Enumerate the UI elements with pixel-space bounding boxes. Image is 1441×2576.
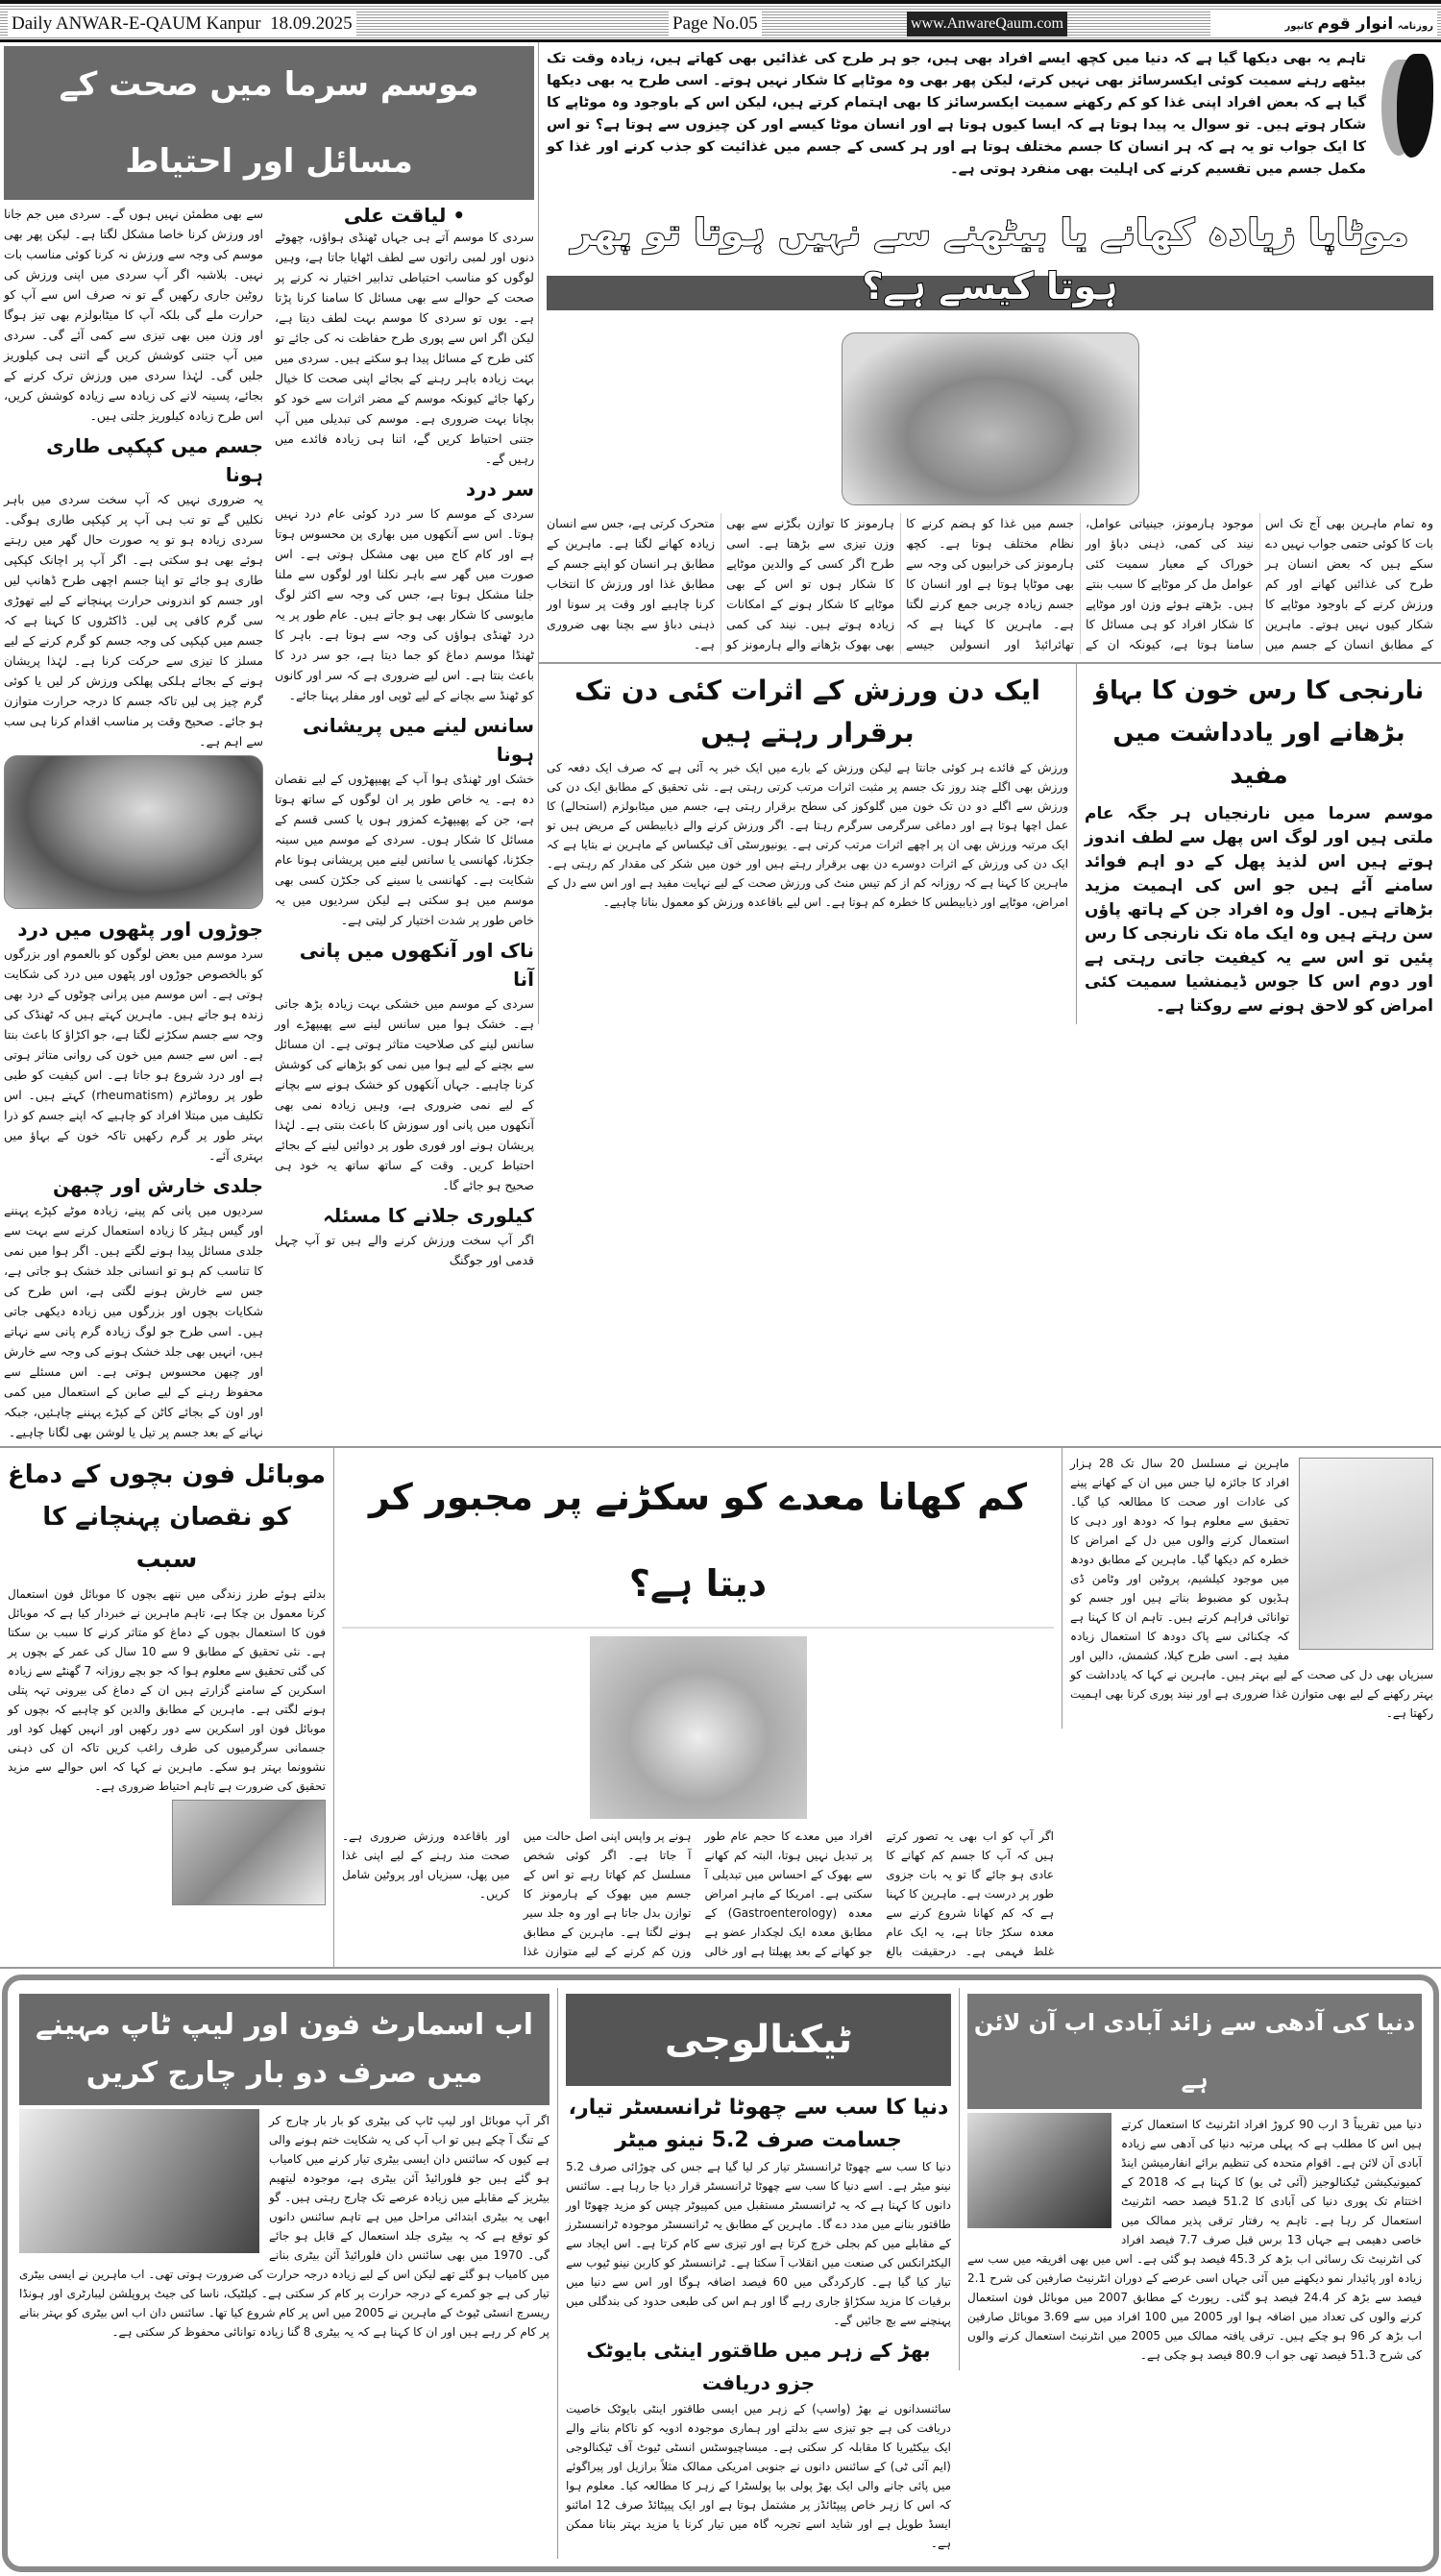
middle-row: [0, 1448, 1441, 1969]
obesity-headline: موٹاپا زیادہ کھانے یا بیٹھنے سے نہیں ہوتا تو پھر ہوتا کیسے ہے؟: [547, 192, 1433, 327]
masthead-city: کانپور: [1284, 21, 1313, 32]
milk-body: ماہرین نے مسلسل 20 سال تک 28 ہزار افراد کا جائزہ لیا جس میں ان کے کھانے پینے کی عادات اور صحت کا مطالعہ کیا گیا۔ تحقیق سے معلوم ہوا کہ دودھ اور دہی کا استعمال کرنے والوں میں دل کے امراض کا خطرہ کم دیکھا گیا۔ ماہرین کے مطابق دودھ میں موجود کیلشیم، پروٹین اور وٹامن ڈی ہڈیوں کو مضبوط بناتے ہیں اور جسم کو توانائی فراہم کرتے ہیں۔ تاہم ان کا کہنا ہے کہ چکنائی سے پاک دودھ کا استعمال زیادہ مفید ہے۔ اسی طرح کیلا، کشمش، دالیں اور سبزیاں بھی دل کی صحت کے لیے بہتر ہیں۔ ماہرین نے کہا کہ یادداشت کو بہتر رکھنے کے لیے بھی متوازن غذا ضروری ہے اور نیند پوری کرنا بھی اہمیت رکھتا ہے۔: [1070, 1457, 1433, 1720]
runny-nose-text: سردی کے موسم میں خشکی بہت زیادہ بڑھ جاتی ہے۔ خشک ہوا میں سانس لینے سے پھیپھڑے اور سانس لینے کی صلاحیت متاثر ہوتی ہے۔ ان مسائل سے بچنے کے لیے ہوا میں نمی کو بڑھانے کی کوشش کرنا چاہیے۔ جہاں آنکھوں کو خشک ہونے سے بچانے کے لیے نمی ضروری ہے، وہیں زیادہ نمی بھی آنکھوں میں پانی اور سوزش کا باعث بنتی ہے۔ لہٰذا پریشان ہونے اور فوری طور پر دوائیں لینے کے بجائے احتیاط کریں۔ وقت کے ساتھ ساتھ یہ خود ہی صحیح ہو جائے گا۔: [275, 996, 534, 1192]
joint-pain-text: سرد موسم میں بعض لوگوں کو بالعموم اور بزرگوں کو بالخصوص جوڑوں اور پٹھوں میں درد کی شکایت ہوتی ہے۔ اس موسم میں پرانی چوٹوں کے درد بھی زندہ ہو جاتے ہیں۔ ماہرین کہتے ہیں کہ ٹھنڈک کی وجہ سے جسم سکڑنے لگتا ہے، جو اکڑاؤ کا باعث بنتا ہے۔ اس سے جسم میں خون کی روانی متاثر ہوتی ہے اور درد شروع ہو جاتا ہے۔ اس کیفیت کو طبی طور پر روماٹزم (rheumatism) کہتے ہیں۔ اس تکلیف میں مبتلا افراد کو چاہیے کہ اپنے جسم کو ذرا بہتر طور پر گرم رکھیں تاکہ خون کے بہاؤ میں بہتری آئے۔: [4, 946, 263, 1163]
obesity-section: [538, 42, 1441, 1024]
subhead-shivering: جسم میں کپکپی طاری ہونا: [46, 434, 263, 486]
milk-glass-photo: [1299, 1458, 1433, 1650]
children-phone-photo: [172, 1800, 326, 1905]
exercise-body: ورزش کے فائدے ہر کوئی جانتا ہے لیکن ورزش کے بارے میں ایک خبر یہ آئی ہے کہ صرف ایک دفعہ کی ورزش بھی اگلے چند روز تک جسم پر مثبت اثرات مرتب کرتی رہتی ہے۔ نئی تحقیق کے مطابق ایک دن کی ورزش سے اگلے دو دن تک خون میں گلوکوز کی سطح برقرار رہتی ہے، جسم میں میٹابولزم (استحالے) کا عمل اچھا ہوتا ہے اور دماغی سرگرمی سرگرم رہتا ہے۔ اگر ورزش کرنے والے ذیابیطس کے مریض ہیں تو ایک مرتبہ ورزش بھی ان پر اچھے اثرات مرتب کرتی ہے۔ یونیورسٹی آف ٹیکساس کے ماہرین نے بتایا ہے کہ ایک دن کی ورزش کے اثرات دوسرے دن بھی برقرار رہتے ہیں اور خون میں شکر کی مقدار کم رہتی ہے۔ ماہرین کا کہنا ہے کہ روزانہ کم از کم تیس منٹ کی ورزش صحت کے لیے نہایت مفید ہے اور اس سے دل کے امراض، موٹاپے اور ذیابیطس کا خطرہ کم ہوتا ہے۔ اس لیے باقاعدہ ورزش کو معمول بنانا چاہیے۔: [547, 761, 1068, 909]
winter-section: [0, 42, 538, 1446]
transistor-headline: دنیا کا سب سے چھوٹا ٹرانسسٹر تیار، جسامت صرف 5.2 نینو میٹر: [568, 2096, 949, 2152]
obesity-body: وہ تمام ماہرین بھی آج تک اس بات کا کوئی حتمی جواب نہیں دے سکے ہیں کہ بعض انسان ہر طرح کی غذائیں کھانے اور کم ورزش کرنے کے باوجود موٹاپے کا شکار کیوں نہیں ہوتے۔ ماہرین کے مطابق انسان کے جسم میں موجود ہارمونز، جینیاتی عوامل، نیند کی کمی، ذہنی دباؤ اور خوراک کے معیار سمیت کئی عوامل مل کر موٹاپے کا سبب بنتے ہیں۔ بڑھتے ہوئے وزن اور موٹاپے کا شکار افراد کو ہی مسائل کا سامنا ہوتا ہے، کیونکہ ان کے جسم میں غذا کو ہضم کرنے کا نظام مختلف ہوتا ہے۔ کچھ ہارمونز کی خرابیوں کی وجہ سے بھی موٹاپا ہوتا ہے اور انسان کا جسم زیادہ چربی جمع کرنے لگتا ہے۔ ماہرین کا کہنا ہے کہ تھائرائیڈ اور انسولین جیسے ہارمونز کا توازن بگڑنے سے بھی وزن تیزی سے بڑھتا ہے۔ اسی طرح اگر کسی کے والدین موٹاپے کا شکار ہوں تو اس کے بھی موٹاپے کا شکار ہونے کے امکانات زیادہ ہوتے ہیں۔ نیند کی کمی بھی بھوک بڑھانے والے ہارمونز کو متحرک کرتی ہے، جس سے انسان زیادہ کھانے لگتا ہے۔ ماہرین کے مطابق ہر انسان کو اپنے جسم کے مطابق غذا اور ورزش کا انتخاب کرنا چاہیے اور وقت پر سونا اور ذہنی دباؤ سے بچنا بھی ضروری ہے۔: [547, 516, 1433, 651]
masthead-prefix: روزنامہ: [1397, 21, 1433, 32]
technology-section-frame: [2, 1975, 1439, 2572]
author-byline: • لیاقت علی: [343, 204, 466, 227]
exercise-headline: ایک دن ورزش کے اثرات کئی دن تک برقرار رہتے ہیں: [574, 675, 1040, 748]
waist-measuring-photo: [842, 332, 1139, 505]
issue-date: 18.09.2025: [270, 13, 353, 34]
subhead-skin-itching: جلدی خارش اور چبھن: [53, 1174, 263, 1197]
page-number: Page No.05: [669, 12, 762, 37]
milk-article: [1062, 1448, 1441, 1729]
winter-exercise-para: سے بھی مطمئن نہیں ہوں گے۔ سردی میں جم جانا اور ورزش کرنا خاصا مشکل لگتا ہے۔ لیکن پھر بھی موسم کی وجہ سے ورزش نہ کرنا کوئی مناسب بات نہیں۔ بلاشبہ اگر آپ سردی میں اپنی ورزش کی روٹین جاری رکھیں گے تو نہ صرف اس سے آپ کو حرارت ملے گی بلکہ آپ کا میٹابولزم بھی تیز ہوگا اور وزن میں بھی تیزی سے کمی آئے گی۔ سردی میں آپ جتنی کوشش کریں گے اتنی ہی کیلوریز جلیں گی۔ لہٰذا سردی میں ورزش ترک کرنے کے بجائے، پسینہ لانے کی زیادہ سے زیادہ کوشش کریں، اس طرح زیادہ کیلوریز جلتی ہیں۔: [4, 207, 263, 423]
obesity-intro: تاہم یہ بھی دیکھا گیا ہے کہ دنیا میں کچھ ایسے افراد بھی ہیں، جو ہر طرح کی غذائیں بھی کھاتے ہیں، زیادہ وقت تک بیٹھے رہنے سمیت کوئی ایکسرسائز بھی نہیں کرتے، لیکن پھر بھی وہ موٹاپے کا شکار نہیں ہوتے۔ اسی طرح یہ بھی دیکھا گیا ہے کہ بعض افراد اپنی غذا کو کم رکھنے سمیت ایکسرسائز کا بھی اہتمام کرتے ہیں، لیکن اس کے باوجود وہ موٹاپے کا شکار ہوتے ہیں۔ تو سوال یہ پیدا ہوتا ہے کہ ایسا کیوں ہوتا ہے اور انسان موٹا کیسے اور کن چیزوں سے ہوتا ہے؟ تو اس کا ایک جواب تو یہ ہے کہ ہر انسان کا جسم مختلف ہوتا ہے اور ہر کسی کے جسم میں غذائیت کو جذب کرنے اور غذا کو مکمل جسم میں تقسیم کرنے کی اہلیت بھی منفرد ہوتی ہے۔: [547, 51, 1366, 177]
wasp-headline: بھڑ کے زہر میں طاقتور اینٹی بایوٹک جزو دریافت: [586, 2339, 931, 2394]
charging-body: اگر آپ موبائل اور لیپ ٹاپ کی بیٹری کو بار بار چارج کر کے تنگ آ چکے ہیں تو اب آپ کی یہ شکایت ختم ہونے والی ہے کیوں کہ سائنس دان ایسی بیٹری تیار کرنے میں کامیاب ہو گئے ہیں جو فلورائیڈ آئن بیٹری ہے، موجودہ لیتھیم بیٹریز کے مقابلے میں زیادہ عرصے تک چارج رہتی ہیں۔ گو ابھی یہ بیٹری ابتدائی مراحل میں ہے تاہم سائنس دانوں کو توقع ہے کہ یہ بیٹری جلد استعمال کے قابل ہو جائے گی۔ 1970 میں بھی سائنس دان فلورائیڈ آئن بیٹری بنانے میں کامیاب ہو گئے تھے لیکن اس کے لیے زیادہ درجہ حرارت کی ضرورت ہوتی تھی۔ اب ماہرین نے ایسی بیٹری تیار کی ہے جو کمرے کے درجہ حرارت پر کام کر سکتی ہے۔ کیلٹیک، ناسا کی جیٹ پروپلشن لیبارٹری اور ہونڈا ریسرچ انسٹی ٹیوٹ کے ماہرین نے 2005 میں اس پر کام شروع کیا تھا۔ سائنس دان اب اس بیٹری کو بہتر بنانے پر کام کر رہے ہیں اور ان کا کہنا ہے کہ یہ بیٹری 8 گنا زیادہ توانائی محفوظ کر سکتی ہے۔: [19, 2114, 550, 2339]
laptop-photo: [967, 2113, 1111, 2228]
winter-intro: سردی کا موسم آتے ہی جہاں ٹھنڈی ہواؤں، چھوٹے دنوں اور لمبی راتوں سے لطف اٹھایا جاتا ہے، وہیں لوگوں کو مناسب احتیاطی تدابیر اختیار نہ کرنے پر صحت کے حوالے سے بھی مسائل کا سامنا کرنا پڑتا ہے۔ یوں تو سردی کا موسم بہت لطف دیتا ہے، لیکن اگر اس سے پوری طرح حفاظت نہ کی جائے تو کئی طرح کے مسائل پیدا ہو سکتے ہیں۔ سردی میں بہت زیادہ باہر رہنے کے بجائے اپنی صحت کا خیال رکھا جائے کیونکہ موسم کے مضر اثرات سے خود کو بچانا بہت ضروری ہے۔ موسم کی تبدیلی میں آپ جتنی احتیاط کریں گے، اتنا ہی زیادہ فائدے میں رہیں گے۔: [275, 230, 534, 466]
obesity-intro-block: [539, 42, 1441, 186]
sneezing-man-photo: [4, 755, 263, 909]
subhead-runny-nose: ناک اور آنکھوں میں پانی آنا: [299, 939, 534, 991]
mobile-article: [0, 1448, 333, 1915]
quote-mark-icon: [1376, 48, 1433, 163]
shivering-text: یہ ضروری نہیں کہ آپ سخت سردی میں باہر نکلیں گے تو تب ہی آپ پر کپکپی طاری ہوگی۔ سردی زیادہ ہو تو یہ صورت حال گھر میں رہتے ہوئے بھی ہو سکتی ہے۔ اگر آپ پر اچانک کپکپی طاری ہو جائے تو اپنا جسم اچھی طرح ڈھانپ لیں اور جسم کو اندرونی حرارت پہنچانے کے لیے تھوڑی سی گرم کافی پی لیں۔ ڈاکٹروں کا کہنا ہے کہ جسم میں کپکپی کی وجہ جسم کو گرم کرنے کے لیے مسلز کا تیزی سے حرکت کرنا ہے۔ لہٰذا پریشان ہونے کے بجائے ہلکی پھلکی ورزش کر لیں یا کوئی گرم چیز پی لیں تاکہ جسم کا درجہ حرارت متوازن ہو جائے۔ صحیح وقت پر مناسب اقدام کرنا ہی سب سے اہم ہے۔: [4, 492, 263, 748]
stomach-headline: کم کھانا معدے کو سکڑنے پر مجبور کر دیتا ہے؟: [342, 1454, 1054, 1629]
subhead-headache: سر درد: [465, 478, 534, 501]
edition-label: [8, 12, 356, 37]
orange-article: [1076, 664, 1441, 1024]
orange-body: موسم سرما میں نارنجیاں ہر جگہ عام ملتی ہیں اور لوگ اس پھل سے لطف اندوز ہوتے ہیں اس لذیذ پھل کے دو اہم فوائد سامنے آئے ہیں جو اس کی اہمیت مزید بڑھاتے ہیں۔ اول وہ افراد جن کے ہاتھ پاؤں سن رہتے ہیں وہ ایک ماہ تک نارنجی کا رس پئیں تو اس سے یہ کیفیت جاتی رہتی ہے اور دوم اس کا جوس ڈیمنشیا سمیت کئی امراض کو لاحق ہونے سے روکتا ہے۔: [1085, 804, 1433, 1016]
masthead: [1210, 12, 1437, 37]
orange-headline: نارنجی کا رس خون کا بہاؤ بڑھانے اور یادداشت میں مفید: [1093, 676, 1425, 790]
phone-charging-photo: [19, 2109, 259, 2253]
internet-body: دنیا میں تقریباً 3 ارب 90 کروڑ افراد انٹرنیٹ کا استعمال کرتے ہیں اس کا مطلب ہے کہ پہلی مرتبہ دنیا کی آدھی سے زیادہ آبادی آن لائن ہے۔ اقوام متحدہ کی تنظیم برائے انفارمیشن اینڈ کمیونیکیشن ٹیکنالوجیز (آئی ٹی یو) کا کہنا ہے کہ 2018 کے اختتام تک پوری دنیا کی آبادی کا 51.2 فیصد حصہ انٹرنیٹ استعمال کر رہا ہے۔ تاہم یہ رفتار ترقی پذیر ممالک میں خاصی دھیمی ہے جہاں 13 برس قبل صرف 7.7 فیصد افراد کی انٹرنیٹ تک رسائی اب بڑھ کر 45.3 فیصد ہو گئی ہے۔ اس میں بھی افریقہ میں سب سے زیادہ اور پائیدار نمو دیکھنے میں آئی جہاں اسی عرصے کے دوران انٹرنیٹ صارفین کی شرح 2.1 فیصد سے بڑھ کر 24.4 فیصد ہو گئی۔ رپورٹ کے مطابق 2007 میں موبائل فون استعمال کرنے والوں کی تعداد میں اضافہ ہوا اور 2005 میں 100 افراد میں سے 3.69 موبائل صارفین اب بڑھ کر 96 ہو چکے ہیں۔ ترقی یافتہ ممالک میں 2005 میں انٹرنیٹ استعمال کرنے والوں کی شرح 51.3 فیصد تھی جو اب 80.9 فیصد ہو چکی ہے۔: [967, 2118, 1423, 2362]
winter-columns: [4, 200, 534, 1442]
top-row: [0, 42, 1441, 1448]
stomach-article: [333, 1448, 1062, 1967]
calories-text: اگر آپ سخت ورزش کرنے والے ہیں تو آپ چہل قدمی اور جوگنگ: [275, 1233, 534, 1267]
internet-article: [959, 1988, 1429, 2370]
mobile-body: بدلتے ہوئے طرز زندگی میں ننھے بچوں کا موبائل فون استعمال کرنا معمول بن چکا ہے، تاہم ماہرین نے خبردار کیا ہے کہ موبائل فون کا استعمال بچوں کے دماغ کو متاثر کرنے کا سبب بن سکتا ہے۔ نئی تحقیق کے مطابق 9 سے 10 سال کی عمر کے بچوں پر کی گئی تحقیق سے معلوم ہوا کہ جو بچے روزانہ 7 گھنٹے سے زیادہ اسکرین کے سامنے گزارتے ہیں ان کے دماغ کی بیرونی تہہ پتلی ہونے لگتی ہے۔ ماہرین کے مطابق والدین کو چاہیے کہ بچوں کو موبائل فون اور اسکرین سے دور رکھیں اور انہیں کھیل کود اور جسمانی سرگرمیوں کی طرف راغب کریں تاکہ ان کی ذہنی نشوونما بہتر ہو سکے۔ ماہرین نے کہا کہ اس حوالے سے مزید تحقیق کی ضرورت ہے تاہم احتیاط ضروری ہے۔: [8, 1587, 326, 1793]
subhead-breathing: سانس لینے میں پریشانی ہونا: [302, 714, 534, 766]
masthead-title: انوار قوم: [1317, 14, 1394, 34]
page-header: [0, 0, 1441, 42]
stomach-ache-photo: [590, 1636, 807, 1819]
charging-headline: اب اسمارٹ فون اور لیپ ٹاپ مہینے میں صرف دو بار چارج کریں: [19, 1994, 550, 2105]
mobile-headline: موبائل فون بچوں کے دماغ کو نقصان پہنچانے کا سبب: [8, 1460, 326, 1574]
winter-column-left: [4, 204, 263, 1442]
winter-headline: موسم سرما میں صحت کے مسائل اور احتیاط: [4, 46, 534, 200]
charging-article: [12, 1988, 557, 2347]
subhead-calories: کیلوری جلانے کا مسئلہ: [323, 1204, 534, 1227]
wasp-body: سائنسدانوں نے بھڑ (واسپ) کے زہر میں ایسی طاقتور اینٹی بایوٹک خاصیت دریافت کی ہے جو تیزی سے بدلتے اور ہماری موجودہ ادویہ کو ناکام بنانے والے ایک بیکٹیریا کا مقابلہ کر سکتی ہے۔ میساچیوسٹس انسٹی ٹیوٹ آف ٹیکنالوجی (ایم آئی ٹی) کے سائنس دانوں نے جنوبی امریکی ممالک مثلاً برازیل اور پیراگوئے میں پائی جانے والی ایک بھڑ پولی بیا پولسٹرا کے زہر کا مطالعہ کیا۔ معلوم ہوا کہ اس کا زہر خاص پیپٹائڈز پر مشتمل ہوتا ہے اور ایک پیپٹائڈ صرف 12 امائنو ایسڈ طویل ہے اور شاید اسے تجربہ گاہ میں تیار کرنا یا مزید بہتر بنانا ممکن ہے۔: [566, 2402, 951, 2550]
technology-section-title: ٹیکنالوجی: [566, 1994, 951, 2086]
website-link[interactable]: www.AnwareQaum.com: [907, 12, 1067, 37]
breathing-text: خشک اور ٹھنڈی ہوا آپ کے پھیپھڑوں کے لیے نقصان دہ ہے۔ یہ خاص طور پر ان لوگوں کے ساتھ ہوتا ہے، جن کے پھیپھڑے کمزور ہوں یا کسی قسم کے مسائل کا شکار ہوں۔ سردی کے موسم میں سینہ جکڑنا، کھانسی یا سانس لینے میں پریشانی ہونا عام شکایت ہے۔ کھانسی یا سینے کی جکڑن کسی بھی موسم میں ہو سکتی ہے لیکن سردیوں میں یہ خاص طور پر شدت اختیار کر لیتی ہے۔: [275, 772, 534, 927]
subhead-joint-pain: جوڑوں اور پٹھوں میں درد: [17, 918, 263, 941]
health-news-row: [539, 662, 1441, 1024]
transistor-body: دنیا کا سب سے چھوٹا ٹرانسسٹر تیار کر لیا گیا ہے جس کی چوڑائی صرف 5.2 نینو میٹر ہے۔ اسے دنیا کا سب سے چھوٹا ٹرانسسٹر قرار دیا جا رہا ہے۔ سائنس دانوں کا کہنا ہے کہ یہ ٹرانسسٹر مستقبل میں کمپیوٹر چپس کو مزید چھوٹا اور طاقتور بنانے میں مدد دے گا۔ ماہرین کے مطابق یہ ٹرانسسٹر موجودہ ٹرانسسٹرز کے مقابلے میں کم بجلی خرچ کرتا ہے اور تیزی سے کام کرتا ہے۔ اس ایجاد سے الیکٹرانکس کی صنعت میں انقلاب آ سکتا ہے۔ ٹرانسسٹر کو کاربن نینو ٹیوب سے تیار کیا گیا ہے۔ کارکردگی میں 60 فیصد اضافہ ہوگا اور اس سے دنیا میں برقیات کا مزید سکڑاؤ جاری رہے گا اور ہم اس کی طبعی حدود کی بندگلی میں پہنچنے سے بچ جائیں گے۔: [566, 2160, 951, 2327]
skin-itching-text: سردیوں میں پانی کم پینے، زیادہ موٹے کپڑے پہننے اور گیس ہیٹر کا زیادہ استعمال کرنے سے بہت سے جلدی مسائل پیدا ہونے لگتے ہیں۔ اگر ہوا میں نمی کا تناسب کم ہو تو انسانی جلد خشک ہو جاتی ہے، جس سے خارش ہونے لگتی ہے، اس طرح کی شکایات بچوں اور بزرگوں میں زیادہ دیکھی جاتی ہیں۔ اسی طرح جو لوگ زیادہ گرم پانی سے نہاتے ہیں، انہیں بھی جلد خشک ہونے کی وجہ سے خارش اور چبھن محسوس ہوتی ہے۔ اس مسئلے سے محفوظ رہنے کے لیے صابن کے استعمال میں کمی اور اون کے بجائے کاٹن کے کپڑے پہننے چاہئیں، جبکہ نہانے کے بعد جسم پر تیل یا لوشن بھی لگانا چاہیے۔: [4, 1203, 263, 1439]
paper-name: Daily ANWAR-E-QAUM Kanpur: [12, 13, 261, 34]
internet-headline: دنیا کی آدھی سے زائد آبادی اب آن لائن ہے: [967, 1994, 1422, 2109]
winter-column-right: [275, 204, 534, 1442]
technology-columns: [12, 1988, 1429, 2559]
headache-text: سردی کے موسم کا سر درد کوئی عام درد نہیں ہوتا۔ اس سے آنکھوں میں بھاری پن محسوس ہوتا ہے اور کام کاج میں بھی مشکل ہوتی ہے۔ اس صورت میں گھر سے باہر نکلنا اور لوگوں سے ملنا جلنا مشکل ہوتا ہے، جس کی وجہ سے اکثر لوگ مایوسی کا شکار بھی ہو جاتے ہیں۔ عام طور پر یہ درد ٹھنڈی ہواؤں کی وجہ سے ہوتا ہے۔ باہر کا ٹھنڈا موسم دماغ کو جما دیتا ہے، جو سر درد کا باعث بنتا ہے۔ اس لیے ضروری ہے کہ سر اور کانوں کو ٹھنڈ سے بچانے کے لیے ٹوپی اور مفلر پہنا جائے۔: [275, 506, 534, 702]
exercise-article: [539, 664, 1076, 1024]
stomach-body: اگر آپ کو اب بھی یہ تصور کرتے ہیں کہ آپ کا جسم کم کھانے کا عادی ہو جائے گا تو یہ بات جزوی طور پر درست ہے۔ ماہرین کا کہنا ہے کہ کم کھانا شروع کرنے سے معدہ سکڑ جاتا ہے، یہ ایک عام غلط فہمی ہے۔ درحقیقت بالغ افراد میں معدے کا حجم عام طور پر تبدیل نہیں ہوتا، البتہ کم کھانے سے بھوک کے احساس میں تبدیلی آ سکتی ہے۔ امریکا کے ماہر امراض معدہ (Gastroenterology) کے مطابق معدہ ایک لچکدار عضو ہے جو کھانے کے بعد پھیلتا ہے اور خالی ہونے پر واپس اپنی اصل حالت میں آ جاتا ہے۔ اگر کوئی شخص مسلسل کم کھاتا رہے تو اس کے جسم میں بھوک کے ہارمونز کا توازن بدل جاتا ہے اور وہ جلد سیر ہونے لگتا ہے۔ ماہرین کے مطابق وزن کم کرنے کے لیے متوازن غذا اور باقاعدہ ورزش ضروری ہے۔ صحت مند رہنے کے لیے اپنی غذا میں پھل، سبزیاں اور پروٹین شامل کریں۔: [342, 1829, 1054, 1958]
technology-column: [557, 1988, 959, 2559]
